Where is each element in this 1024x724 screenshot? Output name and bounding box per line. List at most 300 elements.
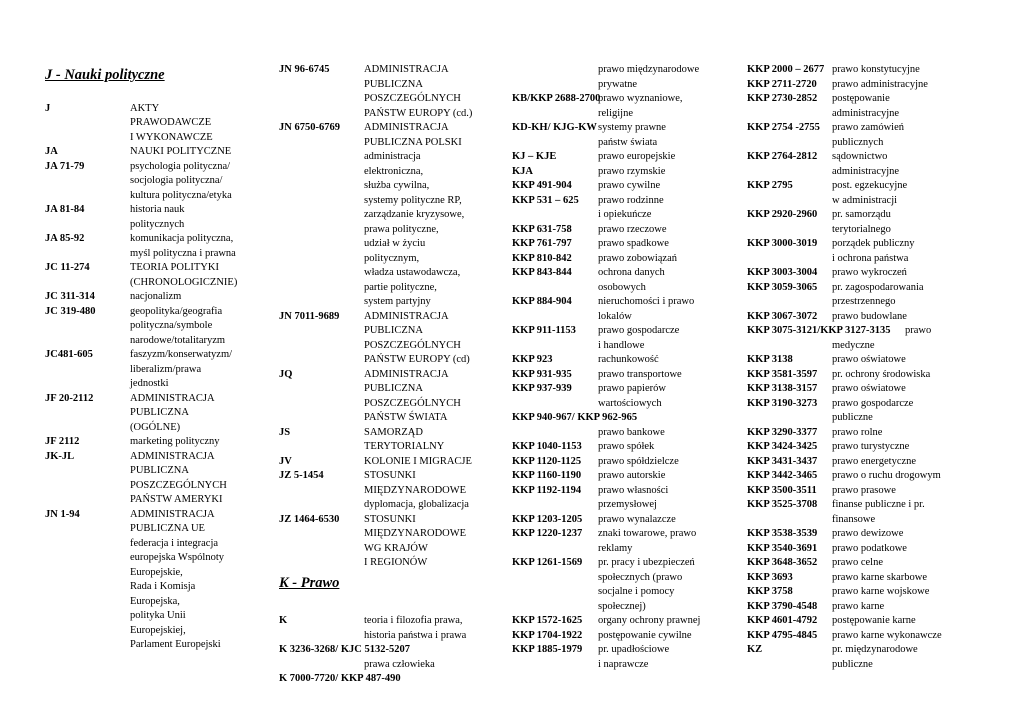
subject-description: I WYKONAWCZE [130,131,213,143]
subject-description: jednostki [130,378,169,389]
list-item [45,450,215,465]
subject-description: publiczne [832,658,873,670]
call-number: KKP 491-904 [512,180,572,191]
list-item [45,102,165,117]
subject-description: prawo podatkowe [832,542,907,554]
subject-description: w administracji [832,194,898,206]
call-number: JA [45,146,58,157]
subject-description: TEORIA POLITYKI [130,262,219,273]
call-number: KKP 1040-1153 [512,441,582,452]
call-number: KKP 3525-3708 [747,499,818,510]
subject-description: prawo oświatowe [832,383,906,394]
call-number: KKP 940-967/ KKP 962-965 [512,412,638,423]
call-number: KKP 1704-1922 [512,629,583,641]
list-item [45,232,234,247]
call-number: JF 2112 [45,436,80,447]
call-number: JF 20-2112 [45,392,94,404]
subject-description: rachunkowość [598,354,659,365]
subject-description: wartościowych [598,397,662,409]
call-number: JA 71-79 [45,160,85,172]
call-number: KKP 1192-1194 [512,484,582,496]
call-number: KKP 1261-1569 [512,557,583,568]
call-number: JQ [279,368,293,380]
subject-description: osobowych [598,281,646,293]
call-number: KD-KH/ KJG-KW [512,122,597,133]
subject-description: prawo rodzinne [598,194,664,206]
subject-description: prawo rzeczowe [598,223,667,235]
list-item [45,566,183,581]
subject-description: teoria i filozofia prawa, [364,615,463,626]
subject-description: POSZCZEGÓLNYCH [364,339,461,351]
call-number: KKP 3693 [747,571,793,583]
subject-description: historia nauk [130,204,185,215]
list-item [45,595,180,610]
subject-description: prawo gospodarcze [832,397,914,409]
subject-description: ADMINISTRACJA [364,310,449,322]
list-item [45,421,181,436]
subject-description: organy ochrony prawnej [598,615,701,626]
subject-description: prawa człowieka [364,658,435,670]
list-item [45,276,238,291]
call-number: K [279,615,288,626]
subject-description: prawa polityczne, [364,223,439,235]
list-item [279,542,428,557]
call-number: KB/KKP 2688-2700 [512,93,601,104]
subject-description: publicznych [832,136,884,148]
call-number: KKP 3581-3597 [747,368,818,380]
list-item [279,658,435,673]
list-item [45,131,213,146]
call-number: KKP 4795-4845 [747,629,818,641]
call-number: KKP 4601-4792 [747,615,818,626]
subject-description: TERYTORIALNY [364,441,445,452]
subject-description: federacja i integracja [130,537,219,549]
subject-description: narodowe/totalitaryzm [130,334,226,346]
list-item [279,614,463,629]
list-item [279,107,473,122]
call-number: JC481-605 [45,349,93,360]
call-number: KKP 3431-3437 [747,455,818,467]
subject-description: państw świata [598,136,658,148]
subject-description: pr. pracy i ubezpieczeń [598,557,695,568]
call-number: KKP 810-842 [512,252,572,264]
subject-description: ADMINISTRACJA [130,450,215,462]
call-number: KKP 1160-1190 [512,470,582,481]
list-item [279,339,461,354]
list-item [45,261,219,276]
subject-description: przestrzennego [832,296,896,307]
call-number: KKP 3138 [747,354,793,365]
subject-description: prawo rolne [832,426,883,438]
subject-description: ADMINISTRACJA [364,122,449,133]
call-number: KJA [512,165,533,177]
list-item [45,377,169,392]
call-number: JN 6750-6769 [279,122,340,133]
list-item [45,116,212,131]
subject-description: POSZCZEGÓLNYCH [364,93,461,104]
subject-description: prawo bankowe [598,426,665,438]
call-number: KKP 761-797 [512,238,572,249]
call-number: JC 311-314 [45,291,95,302]
subject-description: polityczna/symbole [130,320,213,331]
subject-description: Parlament Europejski [130,639,221,650]
subject-description: MIĘDZYNARODOWE [364,484,467,496]
subject-description: kultura polityczna/etyka [130,189,232,201]
subject-description: PAŃSTW ŚWIATA [364,412,448,423]
subject-description: medyczne [832,339,875,351]
list-item [279,194,462,209]
subject-description: STOSUNKI [364,470,416,481]
call-number: KKP 1885-1979 [512,644,583,655]
subject-description: PUBLICZNA [130,407,189,418]
subject-description: PUBLICZNA UE [130,523,205,534]
list-item [45,638,221,653]
subject-description: finanse publiczne i pr. [832,499,925,510]
subject-description: MIĘDZYNARODOWE [364,528,467,539]
subject-description: STOSUNKI [364,513,416,525]
call-number: KKP 3540-3691 [747,542,818,554]
subject-description: prawo własności [598,484,669,496]
subject-description: postępowanie cywilne [598,629,692,641]
subject-description: PAŃSTW EUROPY (cd.) [364,107,473,119]
subject-description: prawo karne skarbowe [832,571,928,583]
subject-description: administracja [364,151,421,162]
subject-description: społecznych (prawo [598,571,683,583]
subject-description: elektroniczna, [364,165,424,177]
list-item [45,522,205,537]
call-number: KKP 3500-3511 [747,484,817,496]
subject-description: służba cywilna, [364,180,430,191]
list-item [279,600,339,615]
section-heading: K - Prawo [279,574,340,591]
subject-description: prawo konstytucyjne [832,64,920,75]
subject-description: pr. ochrony środowiska [832,368,931,380]
subject-description: reklamy [598,542,633,554]
list-item [279,513,416,528]
list-item [279,426,423,441]
subject-description: i ochrona państwa [832,252,909,264]
subject-description: zarządzanie kryzysowe, [364,209,465,220]
list-item [45,319,213,334]
subject-description: porządek publiczny [832,238,915,249]
subject-description: prawo administracyjne [832,78,928,90]
call-number: KKP 843-844 [512,267,572,278]
subject-description: systemy polityczne RP, [364,194,462,206]
subject-description: prawo cywilne [598,180,661,191]
subject-description: I REGIONÓW [364,557,428,568]
list-item [279,411,448,426]
list-item [279,455,472,470]
subject-description: finansowe [832,513,876,525]
list-item [279,252,420,267]
call-number: KKP 3648-3652 [747,557,818,568]
call-number: KKP 3290-3377 [747,426,818,438]
call-number: KZ [747,644,763,655]
list-item [279,672,401,687]
list-item [279,63,449,78]
list-item [45,87,165,102]
call-number: JA 85-92 [45,233,85,244]
subject-description: geopolityka/geografia [130,305,223,317]
subject-description: ADMINISTRACJA [130,392,215,404]
list-item [45,392,215,407]
list-item [45,406,189,421]
call-number: JK-JL [45,450,75,462]
list-item [279,368,449,383]
subject-description: prawo wynalazcze [598,513,676,525]
subject-description: prawo międzynarodowe [598,64,700,75]
list-item [45,247,236,262]
column-2 [279,63,473,687]
subject-description: NAUKI POLITYCZNE [130,146,232,157]
list-item [45,479,227,494]
list-item [279,150,421,165]
subject-description: PAŃSTW AMERYKI [130,494,223,505]
list-item [279,121,449,136]
subject-description: ADMINISTRACJA [364,368,449,380]
subject-description: nacjonalizm [130,291,182,302]
list-item [279,629,467,644]
call-number: KKP 631-758 [512,223,572,235]
subject-description: ADMINISTRACJA [364,64,449,75]
call-number: KKP 2000 – 2677 [747,64,825,75]
subject-description: udział w życiu [364,238,426,249]
list-item [45,174,223,189]
list-item [45,305,223,320]
subject-description: POSZCZEGÓLNYCH [130,479,227,491]
subject-description: Rada i Komisja [130,581,196,592]
subject-description: WG KRAJÓW [364,542,428,554]
subject-description: PUBLICZNA POLSKI [364,136,462,148]
call-number: KKP 1203-1205 [512,513,583,525]
subject-description: PUBLICZNA [364,325,423,336]
subject-description: politycznym, [364,252,420,264]
call-number: KKP 531 – 625 [512,194,579,206]
list-item [45,160,231,175]
call-number: KKP 1572-1625 [512,615,583,626]
subject-description: i naprawcze [598,658,649,670]
subject-description: politycznych [130,218,185,230]
call-number: KKP 884-904 [512,296,572,307]
call-number: KKP 3059-3065 [747,281,818,293]
call-number: JZ 5-1454 [279,470,324,481]
list-item [279,208,465,223]
list-item [279,92,461,107]
subject-description: prawo transportowe [598,368,682,380]
subject-description: PUBLICZNA [364,383,423,394]
call-number: KKP 2764-2812 [747,151,818,162]
list-item [279,498,469,513]
list-item [279,469,416,484]
subject-description: prawo papierów [598,383,666,394]
list-item [45,290,182,305]
list-item [45,580,196,595]
subject-description: religijne [598,107,633,119]
subject-description: prawo spółdzielcze [598,455,679,467]
call-number: KKP 937-939 [512,383,572,394]
call-number: KKP 2711-2720 [747,78,817,90]
subject-description: postępowanie karne [832,615,916,626]
call-number: JV [279,455,292,467]
call-number: KKP 3003-3004 [747,267,818,278]
list-item [279,440,445,455]
call-number: KKP 3075-3121/KKP 3127-3135 [747,325,891,336]
list-item [45,348,233,363]
call-number: J [45,102,51,114]
subject-description: Europejska, [130,595,180,607]
subject-description: prawo energetyczne [832,455,917,467]
subject-description: pr. zagospodarowania [832,281,924,293]
subject-description: liberalizm/prawa [130,363,202,375]
call-number: K 3236-3268/ KJC 5132-5207 [279,644,410,655]
list-item [279,78,423,93]
subject-description: prawo karne wykonawcze [832,629,942,641]
list-item [45,435,220,450]
call-number: KKP 3442-3465 [747,470,818,481]
call-number: KKP 931-935 [512,368,572,380]
list-item [279,281,437,296]
list-item [279,324,423,339]
subject-description: prawo karne [832,600,885,612]
list-item [279,556,428,571]
call-number: KKP 2795 [747,180,793,191]
list-item [45,363,202,378]
subject-description: PAŃSTW EUROPY (cd) [364,354,470,365]
subject-description: prawo [905,325,932,336]
call-number: JN 96-6745 [279,64,330,75]
call-number: KKP 923 [512,354,553,365]
subject-description: prawo o ruchu drogowym [832,470,941,481]
subject-description: społecznej) [598,600,646,612]
subject-description: (OGÓLNE) [130,421,181,433]
subject-description: prawo spółek [598,441,655,452]
list-item [45,624,186,639]
list-item [279,484,467,499]
subject-description: myśl polityczna i prawna [130,247,236,259]
subject-description: post. egzekucyjne [832,180,908,191]
subject-description: prawo oświatowe [832,354,906,365]
list-item [279,353,470,368]
subject-description: prawo budowlane [832,310,907,322]
list-item [279,310,449,325]
subject-description: psychologia polityczna/ [130,160,231,172]
subject-description: prawo europejskie [598,151,676,162]
subject-description: prawo autorskie [598,470,666,481]
list-item [279,223,439,238]
subject-description: prawo spadkowe [598,238,669,249]
subject-description: i handlowe [598,339,645,351]
subject-description: terytorialnego [832,223,891,235]
list-item [279,295,431,310]
subject-description: partie polityczne, [364,281,437,293]
call-number: KKP 3790-4548 [747,600,818,612]
subject-description: przemysłowej [598,499,657,510]
subject-description: prywatne [598,78,638,90]
subject-description: (CHRONOLOGICZNIE) [130,276,238,288]
column-1 [45,63,238,653]
subject-description: SAMORZĄD [364,426,423,438]
subject-description: socjalne i pomocy [598,586,675,597]
subject-description: administracyjne [832,165,900,177]
subject-description: prawo rzymskie [598,165,666,177]
subject-description: prawo prasowe [832,484,896,496]
list-item [45,493,223,508]
subject-description: pr. międzynarodowe [832,644,918,655]
list-item [45,609,186,624]
subject-description: prawo wyznaniowe, [598,93,683,104]
subject-description: publiczne [832,412,873,423]
subject-description: władza ustawodawcza, [364,267,461,278]
subject-description: AKTY [130,102,160,114]
call-number: KKP 1220-1237 [512,528,583,539]
call-number: KKP 3190-3273 [747,397,818,409]
call-number: JN 1-94 [45,508,80,520]
list-item [45,334,226,349]
subject-description: systemy prawne [598,122,666,133]
list-item [279,527,467,542]
subject-description: PRAWODAWCZE [130,117,212,128]
list-item [279,397,461,412]
call-number: KKP 3138-3157 [747,383,818,394]
section-heading: J - Nauki polityczne [45,67,165,83]
subject-description: znaki towarowe, prawo [598,528,697,539]
subject-description: Europejskiej, [130,624,186,636]
list-item [279,136,462,151]
subject-description: i opiekuńcze [598,209,652,220]
list-item [279,165,424,180]
call-number: JZ 1464-6530 [279,513,340,525]
list-item [45,203,185,218]
subject-description: ochrona danych [598,267,665,278]
subject-description: PUBLICZNA [130,465,189,476]
subject-description: sądownictwo [832,151,888,162]
subject-description: KOLONIE I MIGRACJE [364,455,472,467]
subject-description: PUBLICZNA [364,78,423,90]
call-number: KKP 911-1153 [512,325,576,336]
list-item [279,382,423,397]
subject-description: nieruchomości i prawo [598,296,695,307]
subject-description: ADMINISTRACJA [130,508,215,520]
list-item [45,464,189,479]
call-number: KKP 2920-2960 [747,209,818,220]
call-number: KKP 3758 [747,586,793,597]
subject-description: prawo dewizowe [832,528,904,539]
subject-description: komunikacja polityczna, [130,233,234,244]
subject-description: historia państwa i prawa [364,629,467,641]
list-item [279,179,430,194]
subject-description: europejska Wspólnoty [130,552,224,563]
subject-description: socjologia polityczna/ [130,175,223,186]
call-number: KJ – KJE [512,151,557,162]
list-item [279,237,426,252]
call-number: JA 81-84 [45,204,85,215]
subject-description: system partyjny [364,296,431,307]
list-item [279,643,410,658]
subject-description: administracyjne [832,107,900,119]
subject-description: Europejskie, [130,566,183,578]
subject-description: marketing polityczny [130,436,220,447]
call-number: JS [279,426,291,438]
subject-description: pr. samorządu [832,209,891,220]
call-number: KKP 1120-1125 [512,455,582,467]
subject-description: prawo celne [832,557,884,568]
subject-description: prawo karne wojskowe [832,586,930,597]
subject-description: lokalów [598,310,632,322]
subject-description: prawo gospodarcze [598,325,680,336]
list-item [45,218,185,233]
call-number: JN 7011-9689 [279,310,340,322]
call-number: JC 319-480 [45,305,96,317]
